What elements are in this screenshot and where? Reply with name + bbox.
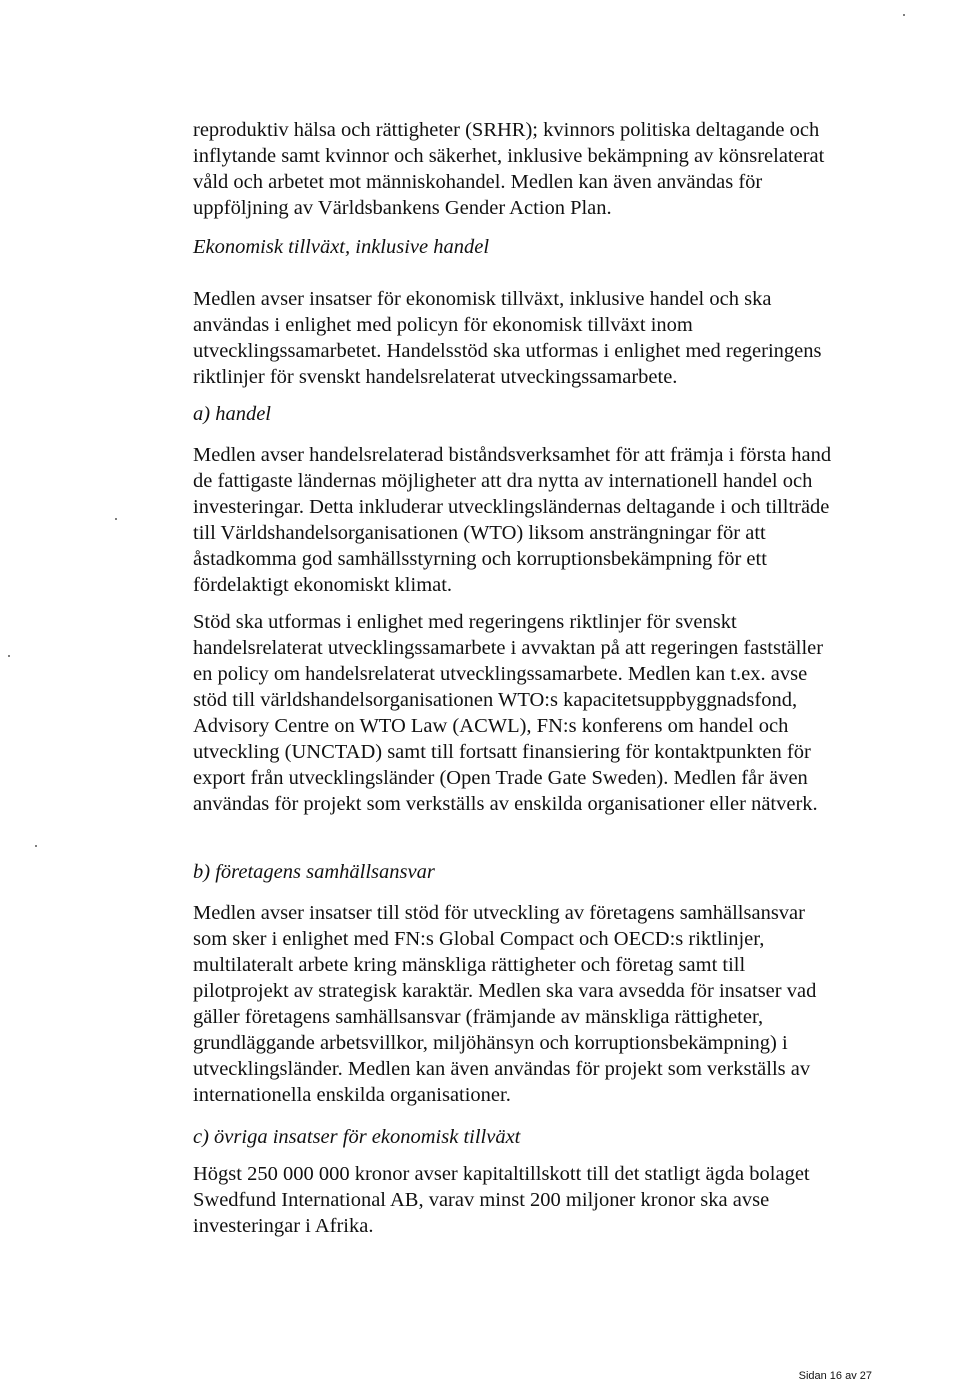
- scan-speck: [8, 655, 10, 657]
- section-heading-trade: a) handel: [193, 403, 271, 425]
- trade-paragraph-1: Medlen avser handelsrelaterad biståndsverksamhet för att främja i första hand de fattigaste ländernas möjligheter att dra nytta av internationell handel och investeringar. Detta inkluderar utvecklingsländernas deltagande i och tillträde till Världshandelsorganisationen (WTO) liksom ansträngningar för att åstadkomma god samhällsstyrning och korruptionsbekämpning för ett fördelaktigt ekonomiskt klimat.: [193, 444, 832, 596]
- section-heading-corporate-responsibility: b) företagens samhällsansvar: [193, 861, 435, 883]
- corporate-responsibility-paragraph: Medlen avser insatser till stöd för utveckling av företagens samhällsansvar som sker i enlighet med FN:s Global Compact och OECD:s riktlinjer, multilateralt arbete kring mänskliga rättigheter och företag samt till pilotprojekt av strategisk karaktär. Medlen ska vara avsedda för insatser vad gäller företagens samhällsansvar (främjande av mänskliga rättigheter, grundläggande arbetsvillkor, miljöhänsyn och korruptionsbekämpning) i utvecklingsländer. Medlen kan även användas för projekt som verkställs av internationella enskilda organisationer.: [193, 902, 817, 1106]
- scan-speck: [115, 518, 117, 520]
- section-heading-other-growth: c) övriga insatser för ekonomisk tillväxt: [193, 1126, 521, 1148]
- other-growth-paragraph: Högst 250 000 000 kronor avser kapitaltillskott till det statligt ägda bolaget Swedfund International AB, varav minst 200 miljoner kronor ska avse investeringar i Afrika.: [193, 1163, 810, 1237]
- scan-speck: [35, 845, 37, 847]
- section-heading-economic-growth: Ekonomisk tillväxt, inklusive handel: [193, 236, 490, 258]
- scan-speck: [903, 14, 905, 16]
- trade-paragraph-2: Stöd ska utformas i enlighet med regeringens riktlinjer för svenskt handelsrelaterat utvecklingssamarbete i avvaktan på att regeringen fastställer en policy om handelsrelaterat utvecklingssamarbete. Medlen kan t.ex. avse stöd till världshandelsorganisationen WTO:s kapacitetsuppbyggnadsfond, Advisory Centre on WTO Law (ACWL), FN:s konferens om handel och utveckling (UNCTAD) samt till fortsatt finansiering för kontaktpunkten för export från utvecklingsländer (Open Trade Gate Sweden). Medlen får även användas för projekt som verkställs av enskilda organisationer eller nätverk.: [193, 611, 824, 815]
- intro-paragraph: reproduktiv hälsa och rättigheter (SRHR); kvinnors politiska deltagande och inflytande samt kvinnor och säkerhet, inklusive bekämpning av könsrelaterat våld och arbetet mot människohandel. Medlen kan även användas för uppföljning av Världsbankens Gender Action Plan.: [193, 119, 825, 219]
- economic-growth-paragraph: Medlen avser insatser för ekonomisk tillväxt, inklusive handel och ska användas i enlighet med policyn för ekonomisk tillväxt inom utvecklingssamarbetet. Handelsstöd ska utformas i enlighet med regeringens riktlinjer för svenskt handelsrelaterat utveckingssamarbete.: [193, 288, 822, 388]
- page-number-footer: Sidan 16 av 27: [798, 1370, 872, 1382]
